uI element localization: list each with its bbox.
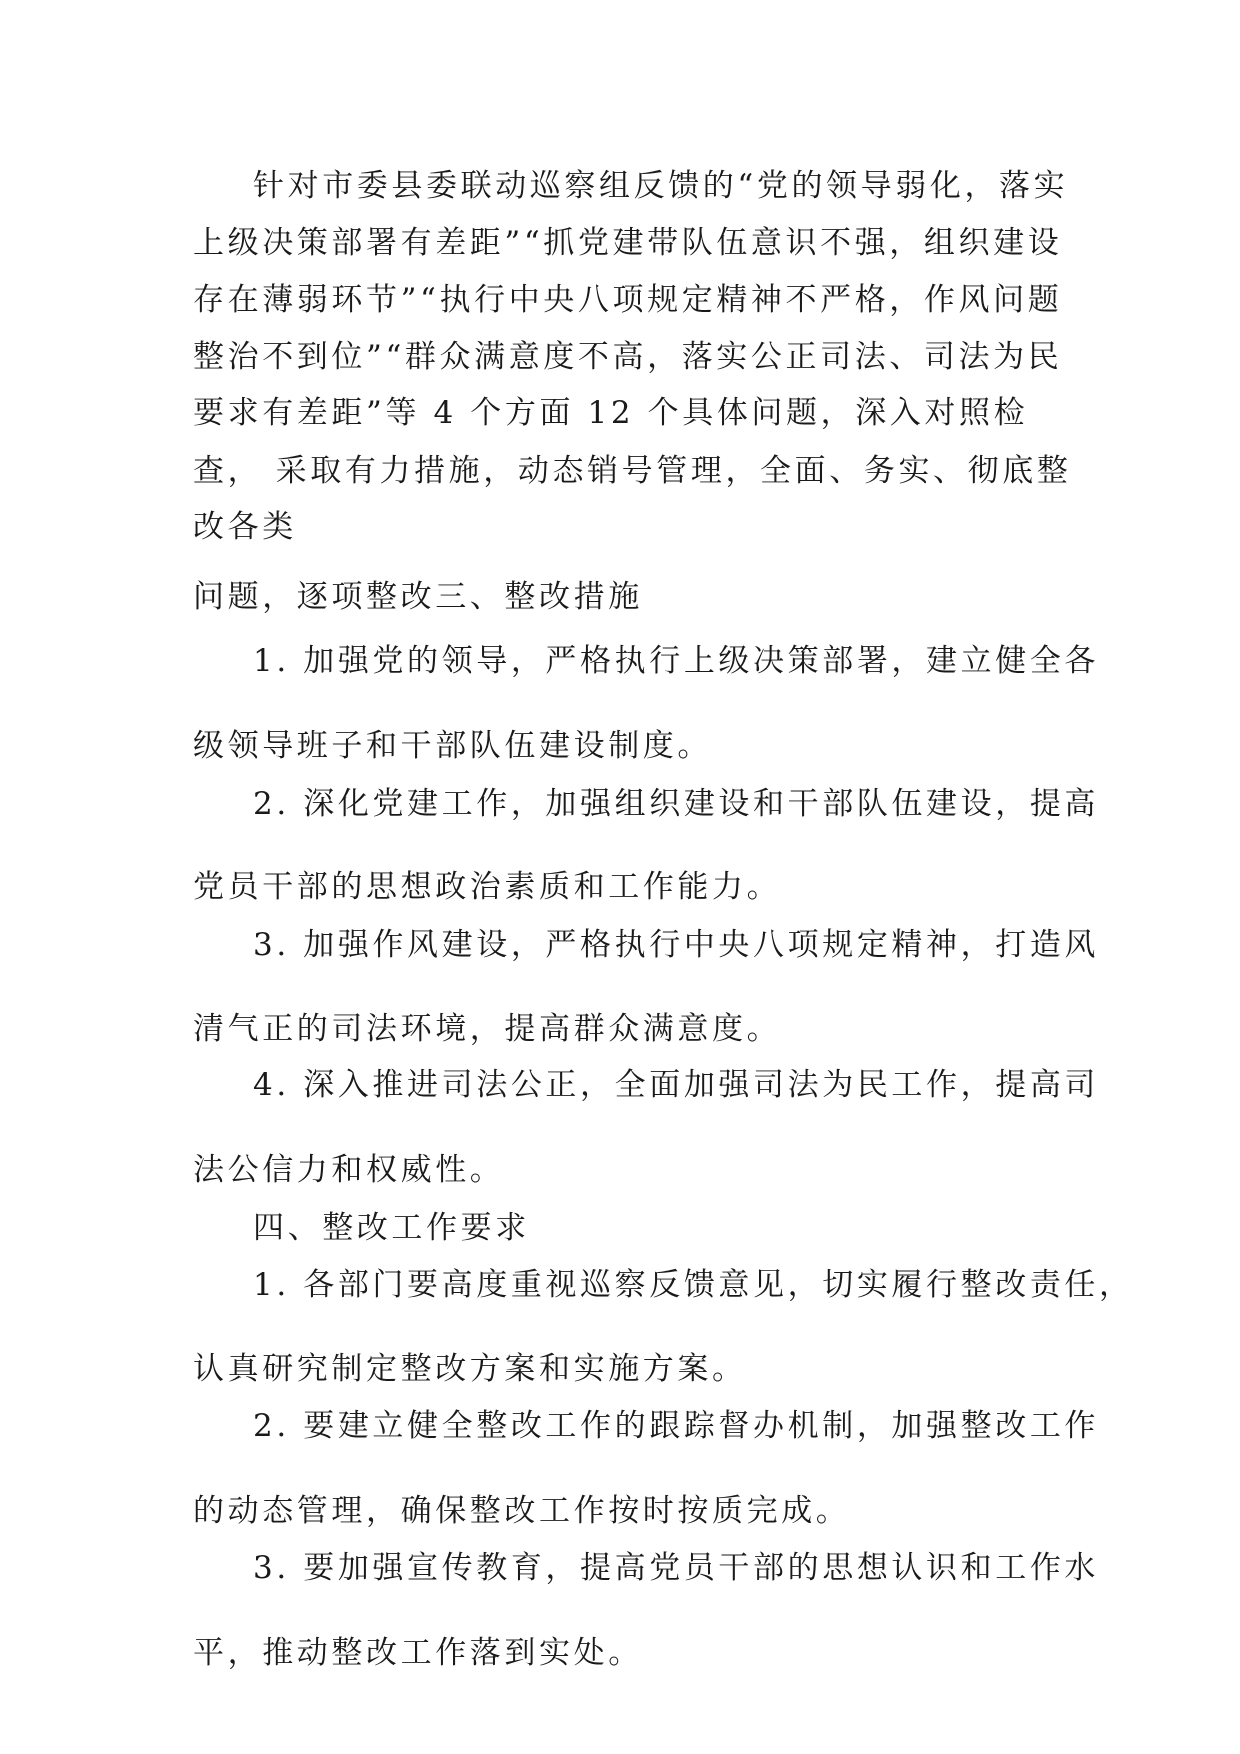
section-heading: 四、整改工作要求 xyxy=(253,1210,530,1246)
list-item: 4. 深入推进司法公正，全面加强司法为民工作，提高司 xyxy=(253,1067,1100,1103)
list-item: 1. 加强党的领导，严格执行上级决策部署，建立健全各 xyxy=(253,643,1100,679)
text-line: 查， 采取有力措施，动态销号管理，全面、务实、彻底整 xyxy=(193,453,1072,489)
text-line: 清气正的司法环境，提高群众满意度。 xyxy=(193,1011,782,1047)
text-line: 要求有差距”等 4 个方面 12 个具体问题，深入对照检 xyxy=(193,395,1029,431)
text-line: 的动态管理，确保整改工作按时按质完成。 xyxy=(193,1493,851,1529)
text-line: 平，推动整改工作落到实处。 xyxy=(193,1635,643,1671)
text-line: 党员干部的思想政治素质和工作能力。 xyxy=(193,869,782,905)
text-line: 改各类 xyxy=(193,509,297,545)
list-item: 3. 加强作风建设，严格执行中央八项规定精神，打造风 xyxy=(253,927,1100,963)
text-line: 整治不到位”“群众满意度不高，落实公正司法、司法为民 xyxy=(193,339,1063,375)
text-line: 存在薄弱环节”“执行中央八项规定精神不严格，作风问题 xyxy=(193,282,1063,318)
list-item: 3. 要加强宣传教育，提高党员干部的思想认识和工作水 xyxy=(253,1550,1100,1586)
text-line: 上级决策部署有差距”“抓党建带队伍意识不强，组织建设 xyxy=(193,225,1063,261)
list-item: 2. 深化党建工作，加强组织建设和干部队伍建设，提高 xyxy=(253,786,1100,822)
list-item: 1. 各部门要高度重视巡察反馈意见，切实履行整改责任， xyxy=(253,1267,1134,1303)
text-line: 认真研究制定整改方案和实施方案。 xyxy=(193,1351,747,1387)
text-line: 问题，逐项整改三、整改措施 xyxy=(193,579,643,615)
list-item: 2. 要建立健全整改工作的跟踪督办机制，加强整改工作 xyxy=(253,1408,1100,1444)
text-line: 法公信力和权威性。 xyxy=(193,1152,505,1188)
text-line: 级领导班子和干部队伍建设制度。 xyxy=(193,728,712,764)
text-line: 针对市委县委联动巡察组反馈的“党的领导弱化，落实 xyxy=(253,168,1069,204)
